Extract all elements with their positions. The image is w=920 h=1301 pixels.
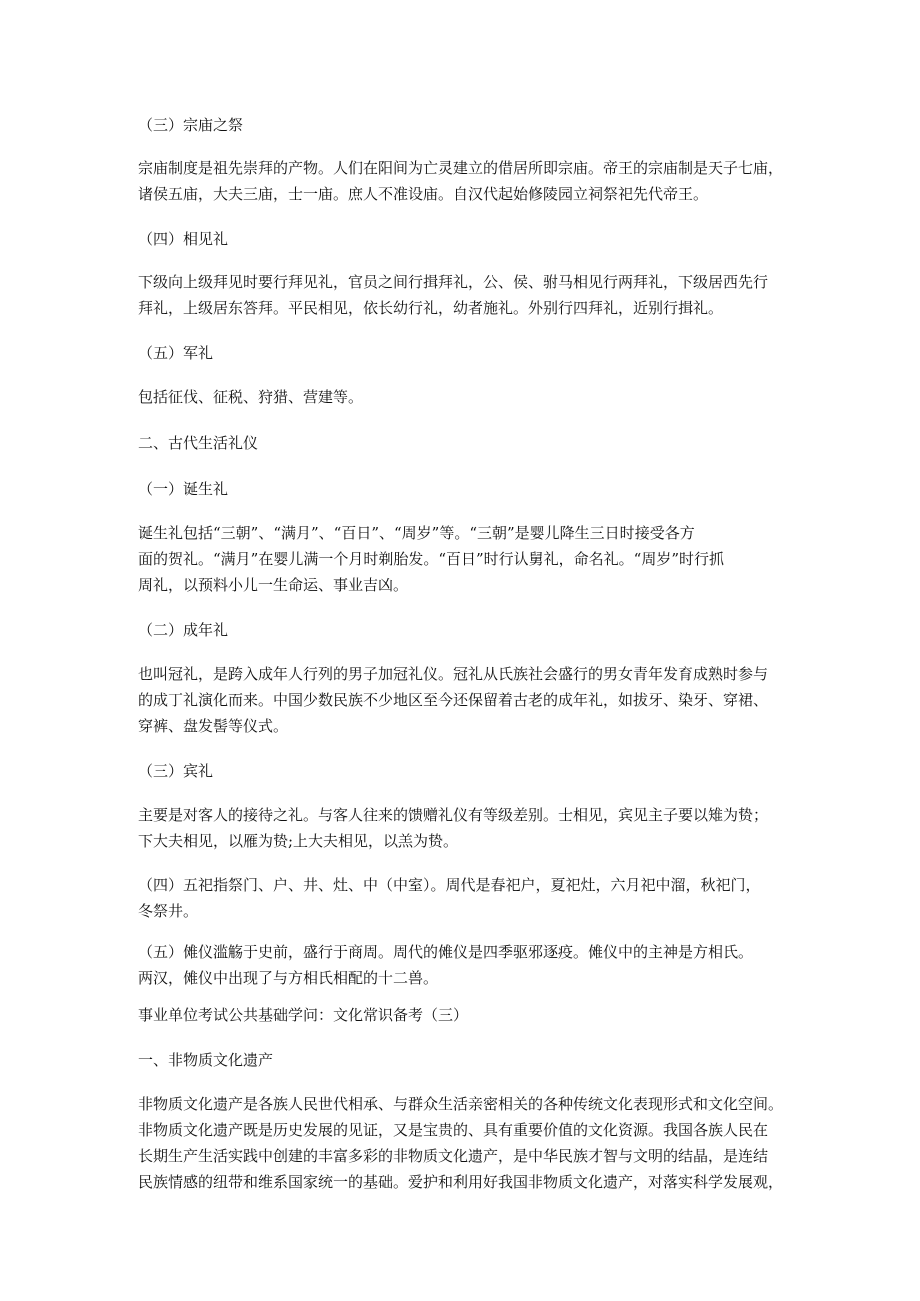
paragraph-guest-rites	[138, 802, 788, 854]
text-line: 拜礼，上级居东答拜。平民相见，依长幼行礼，幼者施礼。外别行四拜礼，近别行揖礼。	[138, 299, 724, 317]
text-line: 包括征伐、征税、狩猎、营建等。	[138, 388, 364, 406]
heading-exam-section: 事业单位考试公共基础学问：文化常识备考（三）	[138, 1006, 469, 1024]
text-line: （四）五祀指祭门、户、井、灶、中（中室）。周代是春祀户，夏祀灶，六月祀中溜，秋祀门，	[138, 876, 761, 894]
heading-ancestral-temple: （三）宗庙之祭	[138, 116, 244, 134]
heading-birth-rites: （一）诞生礼	[138, 480, 229, 498]
text-line: 宗庙制度是祖先崇拜的产物。人们在阳间为亡灵建立的借居所即宗庙。帝王的宗庙制是天子七庙，	[138, 159, 784, 177]
text-line: （五）傩仪滥觞于史前，盛行于商周。周代的傩仪是四季驱邪逐疫。傩仪中的主神是方相氏。	[138, 943, 754, 961]
text-line: 两汉，傩仪中出现了与方相氏相配的十二兽。	[138, 969, 439, 987]
heading-life-etiquette: 二、古代生活礼仪	[138, 434, 259, 452]
text-line: 下大夫相见，以雁为贽;上大夫相见，以羔为贽。	[138, 832, 459, 850]
text-line: 也叫冠礼，是跨入成年人行列的男子加冠礼仪。冠礼从氏族社会盛行的男女青年发育成熟时参与	[138, 665, 769, 683]
paragraph-nuo-ritual	[138, 939, 788, 991]
text-line: 主要是对客人的接待之礼。与客人往来的馈赠礼仪有等级差别。士相见，宾见主子要以雉为贽；	[138, 806, 769, 824]
text-line: 下级向上级拜见时要行拜见礼，官员之间行揖拜礼，公、侯、驸马相见行两拜礼，下级居西先行	[138, 273, 769, 291]
paragraph-meeting-etiquette	[138, 269, 788, 321]
heading-intangible-heritage: 一、非物质文化遗产	[138, 1051, 274, 1069]
paragraph-intangible-heritage	[138, 1091, 788, 1195]
heading-meeting-etiquette: （四）相见礼	[138, 230, 229, 248]
text-line: 长期生产生活实践中创建的丰富多彩的非物质文化遗产，是中华民族才智与文明的结晶，是连结	[138, 1147, 769, 1165]
paragraph-five-sacrifices	[138, 872, 788, 924]
text-line: 民族情感的纽带和维系国家统一的基础。爱护和利用好我国非物质文化遗产，对落实科学发展观，	[138, 1173, 784, 1191]
paragraph-birth-rites	[138, 520, 788, 598]
paragraph-coming-of-age	[138, 661, 788, 739]
text-line: 诞生礼包括“三朝”、“满月”、“百日”、“周岁”等。“三朝”是婴儿降生三日时接受各方	[138, 524, 695, 542]
text-line: 诸侯五庙，大夫三庙，士一庙。庶人不准设庙。自汉代起始修陵园立祠祭祀先代帝王。	[138, 185, 709, 203]
heading-military-rites: （五）军礼	[138, 344, 214, 362]
heading-coming-of-age: （二）成年礼	[138, 621, 229, 639]
heading-guest-rites: （三）宾礼	[138, 762, 214, 780]
text-line: 非物质文化遗产既是历史发展的见证，又是宝贵的、具有重要价值的文化资源。我国各族人民在	[138, 1121, 769, 1139]
paragraph-ancestral-temple	[138, 155, 788, 207]
text-line: 非物质文化遗产是各族人民世代相承、与群众生活亲密相关的各种传统文化表现形式和文化空间。	[138, 1095, 784, 1113]
text-line: 面的贺礼。“满月”在婴儿满一个月时剃胎发。“百日”时行认舅礼，命名礼。“周岁”时行抓	[138, 550, 725, 568]
text-line: 周礼，以预料小儿一生命运、事业吉凶。	[138, 576, 409, 594]
text-line: 穿裤、盘发髻等仪式。	[138, 717, 289, 735]
text-line: 的成丁礼演化而来。中国少数民族不少地区至今还保留着古老的成年礼，如拔牙、染牙、穿裙、	[138, 691, 769, 709]
paragraph-military-rites	[138, 384, 788, 410]
text-line: 冬祭井。	[138, 902, 199, 920]
